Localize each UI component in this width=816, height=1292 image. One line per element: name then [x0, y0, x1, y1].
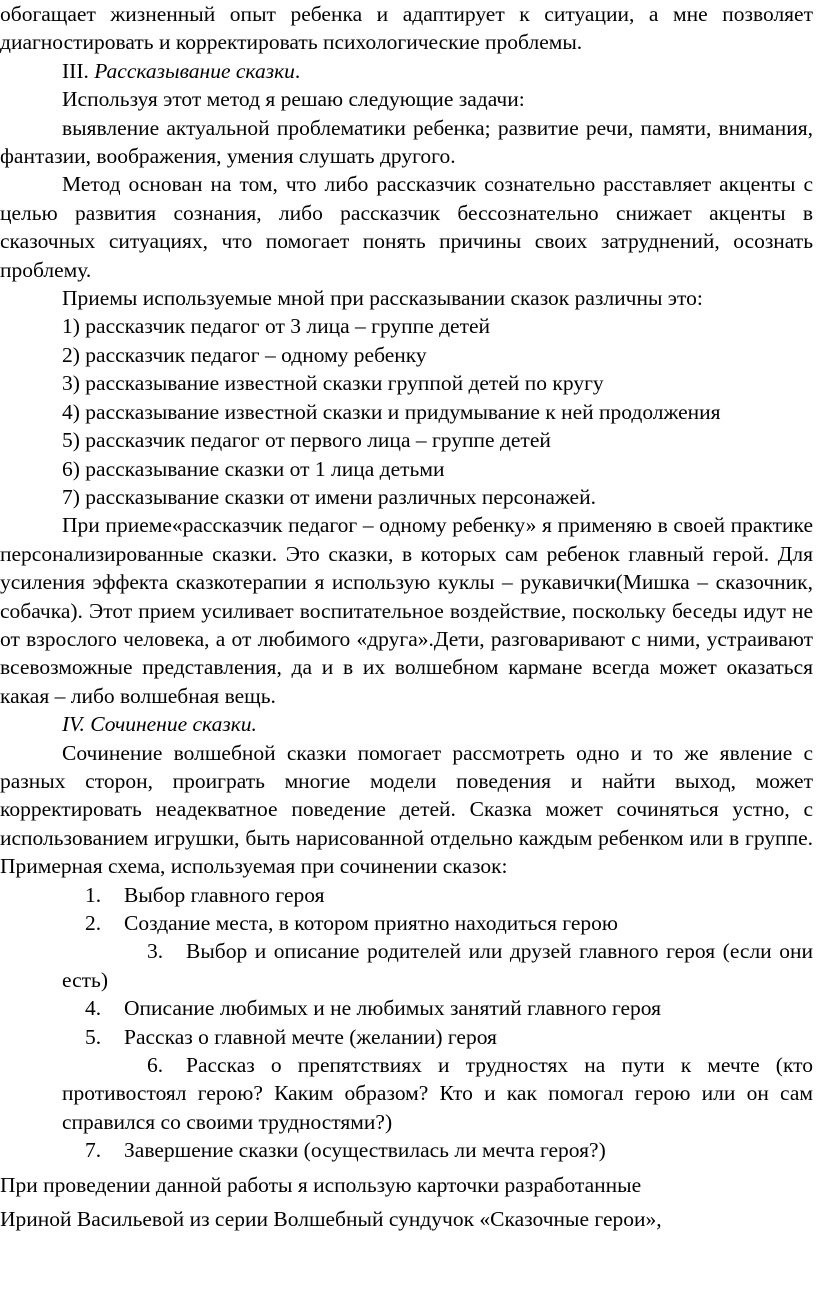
list-number: 3. [146, 939, 164, 964]
section-heading-iii [0, 57, 813, 85]
list-item [0, 1136, 813, 1164]
paragraph-tasks-lead: Используя этот метод я решаю следующие задачи: [62, 87, 525, 112]
list-item [0, 994, 813, 1022]
paragraph-composition: Сочинение волшебной сказки помогает рассмотреть одно и то же явление с разных сторон, проиграть многие модели поведения и найти выход, может корректировать неадекватное поведение детей. Сказка может сочиняться устно, с использованием игрушки, быть нарисованной отдельно каждым ребенком или в группе. Примерная схема, используемая при сочинении сказок: [0, 740, 813, 879]
section-title-dot: . [294, 58, 301, 83]
list-item [0, 909, 813, 937]
list-item: 6) рассказывание сказки от 1 лица детьми [62, 456, 445, 481]
list-text: Описание любимых и не любимых занятий главного героя [124, 996, 662, 1021]
list-item: 1) рассказчик педагог от 3 лица – группе детей [62, 314, 491, 339]
list-number: 5. [84, 1024, 102, 1049]
section-number: III. [62, 58, 89, 83]
list-text: Выбор главного героя [124, 882, 325, 907]
list-item: 4) рассказывание известной сказки и придумывание к ней продолжения [62, 399, 721, 424]
list-number: 1. [84, 882, 102, 907]
list-item [0, 1023, 813, 1051]
techniques-list [0, 312, 813, 511]
list-number: 4. [84, 996, 102, 1021]
paragraph-techniques-lead: Приемы используемые мной при рассказывании сказок различны это: [62, 286, 703, 311]
list-item: 2) рассказчик педагог – одному ребенку [62, 342, 427, 367]
list-number: 7. [84, 1138, 102, 1163]
paragraph-cards [0, 1168, 813, 1236]
list-text: Рассказ о препятствиях и трудностях на пути к мечте (кто противостоял герою? Каким образом? Кто и как помогал герою или он сам справился со своими трудностями?) [62, 1053, 813, 1134]
list-text: Выбор и описание родителей или друзей главного героя (если они есть) [62, 939, 813, 992]
list-item [0, 881, 813, 909]
paragraph-intro: обогащает жизненный опыт ребенка и адаптирует к ситуации, а мне позволяет диагностировать и корректировать психологические проблемы. [0, 2, 813, 55]
paragraph-line: При проведении данной работы я использую карточки разработанные [0, 1172, 642, 1197]
list-item: 3) рассказывание известной сказки группой детей по кругу [62, 371, 604, 396]
paragraph-line: Ириной Васильевой из серии Волшебный сундучок «Сказочные герои», [0, 1206, 662, 1231]
section-heading-iv: IV. Сочинение сказки. [62, 712, 257, 737]
list-item: 5) рассказчик педагог от первого лица – группе детей [62, 428, 551, 453]
section-title: Рассказывание сказки [94, 58, 295, 83]
list-text: Создание места, в котором приятно находиться герою [124, 911, 618, 935]
list-item [0, 1051, 813, 1136]
list-item [0, 937, 813, 994]
list-number: 2. [84, 911, 102, 935]
list-number: 6. [146, 1053, 164, 1078]
paragraph-personalized-tales: При приеме«рассказчик педагог – одному ребенку» я применяю в своей практике персонализированные сказки. Это сказки, в которых сам ребенок главный герой. Для усиления эффекта сказкотерапии я использую куклы – рукавички(Мишка – сказочник, собачка). Этот прием усиливает воспитательное воздействие, поскольку беседы идут не от взрослого человека, а от любимого «друга».Дети, разговаривают с ними, устраивают всевозможные представления, да и в их волшебном кармане всегда может оказаться какая – либо волшебная вещь. [0, 513, 813, 708]
paragraph-method: Метод основан на том, что либо рассказчик сознательно расставляет акценты с целью развития сознания, либо рассказчик бессознательно снижает акценты в сказочных ситуациях, что помогает понять причины своих затруднений, осознать проблему. [0, 172, 813, 282]
list-text: Рассказ о главной мечте (желании) героя [124, 1024, 497, 1049]
list-text: Завершение сказки (осуществилась ли мечта героя?) [124, 1138, 606, 1163]
paragraph-tasks: выявление актуальной проблематики ребенка; развитие речи, памяти, внимания, фантазии, воображения, умения слушать другого. [0, 115, 813, 169]
scheme-list [0, 881, 813, 1165]
list-item: 7) рассказывание сказки от имени различных персонажей. [62, 484, 596, 509]
